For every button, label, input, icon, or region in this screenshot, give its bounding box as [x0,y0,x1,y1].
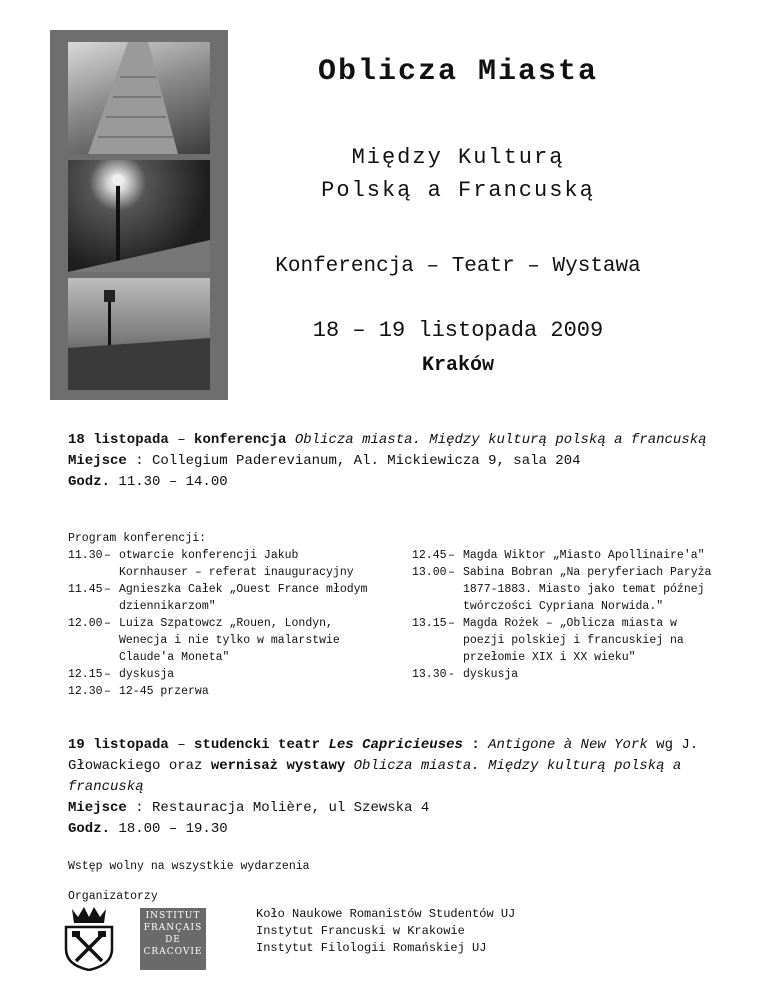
day1-headline [68,430,708,451]
day1-time-label: Godz. [68,474,111,490]
program-left-column [68,547,368,700]
program-text: 12-45 przerwa [119,685,209,698]
program-right-column [412,547,712,683]
day2-exhibit-name: Oblicza miasta. Między kulturą polską a francuską [68,758,682,795]
events-line: Konferencja – Teatr – Wystawa [275,255,641,278]
photo-night-street [68,160,210,272]
program-time: 13.00 [412,566,447,579]
day1-date: 18 listopada [68,432,169,448]
program-time: 11.45 [68,583,103,596]
day2-date: 19 listopada [68,737,169,753]
program-entry: 11.30 – otwarcie konferencji Jakub Kornhauser – referat inauguracyjny [68,547,368,581]
program-entry: 12.45 – Magda Wiktor „Miasto Apollinaire'a" [412,547,712,564]
program-text: dyskusja [463,668,519,681]
institut-francais-logo: INSTITUT FRANÇAIS DE CRACOVIE [140,908,206,970]
program-time: 12.45 [412,549,447,562]
program-title: Program konferencji: [68,532,207,545]
day1-time-value: 11.30 – 14.00 [118,474,228,490]
day2-place: Miejsce : Restauracja Molière, ul Szewska 4 [68,800,430,816]
day1-event-type: konferencja [194,432,287,448]
organizers-list [256,906,515,957]
program-time: 13.15 [412,617,447,630]
program-text: Luiza Szpatowcz „Rouen, Londyn, Wenecja i nie tylko w malarstwie Claude'a Moneta" [119,617,340,664]
program-text: dyskusja [119,668,175,681]
day2-time-value: 18.00 – 19.30 [118,821,228,837]
day2-colon: : [471,737,480,753]
program-entry: 13.15 – Magda Rożek – „Oblicza miasta w poezji polskiej i francuskiej na przełomie XIX i XX wieku" [412,615,712,666]
day1-dash: – [177,432,186,448]
day1-place-label: Miejsce [68,453,127,469]
event-dates: 18 – 19 listopada 2009 [312,318,604,343]
university-crest-icon [58,905,120,971]
day2-headline [68,735,708,798]
program-text: Agnieszka Całek „Ouest France młodym dziennikarzom" [119,583,368,613]
photo-lamppost [68,278,210,390]
day2-play: Antigone à New York [488,737,648,753]
event-city: Kraków [421,354,494,377]
day2-place-label: Miejsce [68,800,127,816]
poster-title: Oblicza Miasta [317,55,599,89]
day1-place: Miejsce : Collegium Paderevianum, Al. Mickiewicza 9, sala 204 [68,453,581,469]
program-text: otwarcie konferencji Jakub Kornhauser – referat inauguracyjny [119,549,354,579]
organizers-title: Organizatorzy [68,890,158,903]
program-time: 13.30 [412,668,447,681]
program-time: 12.30 [68,685,103,698]
photo-stairs [68,42,210,154]
day2-section [68,735,708,840]
free-entry-note: Wstęp wolny na wszystkie wydarzenia [68,860,310,873]
program-time: 11.30 [68,549,103,562]
day1-place-value: Collegium Paderevianum, Al. Mickiewicza 9, sala 204 [152,453,581,469]
program-time: 12.15 [68,668,103,681]
program-entry: 13.30 - dyskusja [412,666,712,683]
poster-subtitle-line2: Polską a Francuską [321,178,595,203]
day2-time-label: Godz. [68,821,111,837]
day1-event-name: Oblicza miasta. Między kulturą polską a francuską [294,432,707,448]
program-text: Magda Wiktor „Miasto Apollinaire'a" [463,549,705,562]
day2-place-value: Restauracja Molière, ul Szewska 4 [152,800,430,816]
day2-exhibit-label: wernisaż wystawy [210,758,346,774]
program-entry: 12.15 – dyskusja [68,666,368,683]
day2-after-play: wg J. Głowackiego oraz [68,737,699,774]
program-text: Magda Rożek – „Oblicza miasta w poezji polskiej i francuskiej na przełomie XIX i XX wieku" [463,617,684,664]
photo-strip [50,30,228,400]
day2-troupe: Les Capricieuses [328,737,463,753]
organizer-item: Instytut Francuski w Krakowie [256,924,465,938]
day1-time [68,472,708,493]
poster-subtitle-line1: Między Kulturą [351,145,565,170]
program-time: 12.00 [68,617,103,630]
program-text: Sabina Bobran „Na peryferiach Paryża 1877-1883. Miasto jako temat późnej twórczości Cypriana Norwida." [463,566,712,613]
program-entry: 13.00 – Sabina Bobran „Na peryferiach Paryża 1877-1883. Miasto jako temat późnej twórczości Cypriana Norwida." [412,566,712,613]
day2-event-type: studencki teatr [194,737,321,753]
program-entry: 12.00 – Luiza Szpatowcz „Rouen, Londyn, Wenecja i nie tylko w malarstwie Claude'a Moneta" [68,615,368,666]
program-entry: 12.30 – 12-45 przerwa [68,683,368,700]
day2-time [68,819,708,840]
day1-section [68,430,708,493]
organizer-item: Koło Naukowe Romanistów Studentów UJ [256,907,516,921]
program-entry: 11.45 – Agnieszka Całek „Ouest France młodym dziennikarzom" [68,583,368,613]
organizer-item: Instytut Filologii Romańskiej UJ [256,941,487,955]
day2-dash: – [177,737,186,753]
